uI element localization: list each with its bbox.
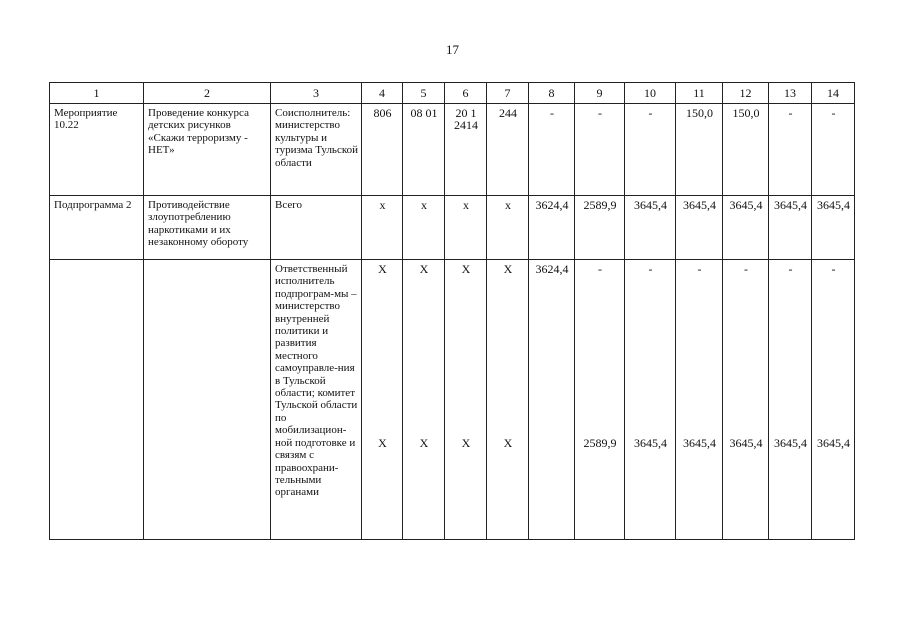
- column-header: 4: [362, 83, 403, 104]
- cell-value-bottom: 3645,4: [774, 436, 807, 451]
- cell-value-top: Х: [503, 262, 513, 276]
- table-cell: [676, 260, 723, 540]
- cell-value-bottom: 3645,4: [729, 436, 763, 451]
- table-cell: 08 01: [403, 104, 445, 196]
- column-header: 8: [529, 83, 575, 104]
- table-cell: [487, 260, 529, 540]
- cell-value-top: -: [648, 262, 653, 276]
- row-description: Проведение конкурса детских рисунков «Скажи терроризму - НЕТ»: [144, 104, 271, 196]
- cell-value-bottom: Х: [503, 436, 513, 451]
- column-header: 2: [144, 83, 271, 104]
- row-executor: Всего: [271, 196, 362, 260]
- table-cell: х: [362, 196, 403, 260]
- table-cell: 806: [362, 104, 403, 196]
- table-cell: [625, 260, 676, 540]
- column-header: 10: [625, 83, 676, 104]
- table-cell: -: [529, 104, 575, 196]
- table-cell: 3645,4: [676, 196, 723, 260]
- table-cell: [529, 260, 575, 540]
- table-row: [50, 196, 855, 260]
- column-header: 9: [575, 83, 625, 104]
- row-executor: Соисполнитель: министерство культуры и туризма Тульской области: [271, 104, 362, 196]
- table-cell: х: [403, 196, 445, 260]
- row-title: Мероприятие 10.22: [50, 104, 144, 196]
- table-cell: -: [812, 104, 855, 196]
- row-title: Подпрограмма 2: [50, 196, 144, 260]
- table-cell: [812, 260, 855, 540]
- table-row: [50, 260, 855, 540]
- column-header: 12: [723, 83, 769, 104]
- table-cell: [445, 260, 487, 540]
- table-cell: 3645,4: [812, 196, 855, 260]
- table-cell: [403, 260, 445, 540]
- page-number: 17: [446, 42, 459, 57]
- column-header: 7: [487, 83, 529, 104]
- table-cell: [362, 260, 403, 540]
- table-cell: х: [445, 196, 487, 260]
- table-row: [50, 104, 855, 196]
- table-cell: 150,0: [676, 104, 723, 196]
- cell-value-bottom: 2589,9: [583, 436, 617, 451]
- table-cell: -: [769, 104, 812, 196]
- table-cell: 150,0: [723, 104, 769, 196]
- cell-value-top: -: [744, 262, 748, 276]
- table-cell: 3624,4: [529, 196, 575, 260]
- header-row: [50, 83, 855, 104]
- column-header: 1: [50, 83, 144, 104]
- cell-value-top: 3624,4: [535, 262, 569, 276]
- budget-table: [49, 82, 855, 540]
- cell-value-bottom: 3645,4: [634, 436, 667, 451]
- table-cell: [769, 260, 812, 540]
- cell-value-top: Х: [461, 262, 471, 276]
- column-header: 11: [676, 83, 723, 104]
- column-header: 5: [403, 83, 445, 104]
- table-cell: 3645,4: [769, 196, 812, 260]
- column-header: 6: [445, 83, 487, 104]
- table-cell: 244: [487, 104, 529, 196]
- table-cell: [723, 260, 769, 540]
- table-cell: 3645,4: [625, 196, 676, 260]
- cell-value-bottom: Х: [461, 436, 471, 451]
- table-cell: 3645,4: [723, 196, 769, 260]
- table-cell: 20 1 2414: [445, 104, 487, 196]
- table-cell: -: [625, 104, 676, 196]
- cell-value-top: Х: [378, 262, 387, 276]
- cell-value-top: -: [831, 262, 836, 276]
- cell-value-top: -: [697, 262, 702, 276]
- column-header: 3: [271, 83, 362, 104]
- cell-value-top: -: [598, 262, 602, 276]
- cell-value-bottom: 3645,4: [817, 436, 850, 451]
- cell-value-bottom: Х: [419, 436, 429, 451]
- row-executor: Ответственный исполнитель подпрограм-мы – министерство внутренней политики и развития местного самоуправле-ния в Тульской области; комитет Тульской области по мобилизацион-ной подготовке и связям с правоохрани-тельными органами: [271, 260, 362, 540]
- cell-value-top: -: [788, 262, 793, 276]
- table-cell: -: [575, 104, 625, 196]
- cell-value-bottom: Х: [378, 436, 387, 451]
- column-header: 13: [769, 83, 812, 104]
- table-cell: х: [487, 196, 529, 260]
- row-description: Противодействие злоупотреблению наркотиками и их незаконному обороту: [144, 196, 271, 260]
- row-description: [144, 260, 271, 540]
- table-cell: 2589,9: [575, 196, 625, 260]
- row-title: [50, 260, 144, 540]
- cell-value-bottom: 3645,4: [683, 436, 716, 451]
- table-cell: [575, 260, 625, 540]
- cell-value-top: Х: [419, 262, 429, 276]
- column-header: 14: [812, 83, 855, 104]
